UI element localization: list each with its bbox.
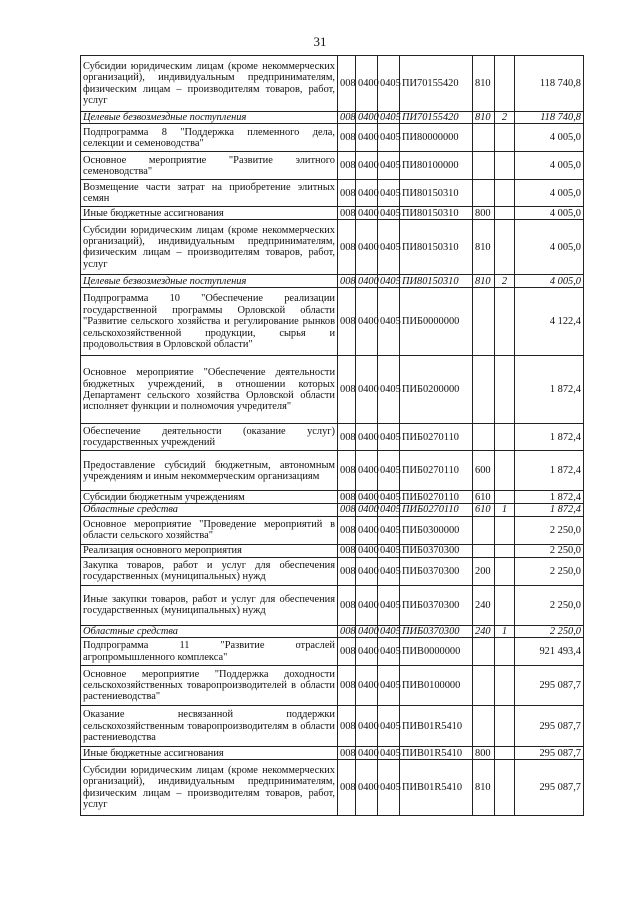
amount-cell: 118 740,8 bbox=[515, 112, 584, 124]
amount-cell: 295 087,7 bbox=[515, 760, 584, 816]
funding-source-cell bbox=[495, 516, 515, 544]
section-code-cell: 0400 bbox=[356, 625, 378, 637]
table-row bbox=[81, 516, 584, 544]
amount-cell: 4 005,0 bbox=[515, 152, 584, 180]
subsection-code-cell: 0405 bbox=[378, 504, 400, 516]
expense-name-cell: Подпрограмма 11 "Развитие отраслей агропромышленного комплекса" bbox=[81, 638, 338, 666]
ministry-code-cell: 008 bbox=[338, 544, 356, 557]
amount-cell: 4 005,0 bbox=[515, 220, 584, 275]
funding-source-cell bbox=[495, 451, 515, 491]
target-article-cell: ПИБ0370300 bbox=[400, 544, 473, 557]
funding-source-cell: 1 bbox=[495, 625, 515, 637]
amount-cell: 4 005,0 bbox=[515, 124, 584, 152]
subsection-code-cell: 0405 bbox=[378, 451, 400, 491]
target-article-cell: ПИ80000000 bbox=[400, 124, 473, 152]
ministry-code-cell: 008 bbox=[338, 124, 356, 152]
expense-name-cell: Основное мероприятие "Проведение мероприятий в области сельского хозяйства" bbox=[81, 516, 338, 544]
funding-source-cell bbox=[495, 180, 515, 207]
section-code-cell: 0400 bbox=[356, 516, 378, 544]
expense-name-cell: Закупка товаров, работ и услуг для обеспечения государственных (муниципальных) нужд bbox=[81, 557, 338, 585]
target-article-cell: ПИВ01R5410 bbox=[400, 747, 473, 760]
expense-type-cell: 200 bbox=[473, 557, 495, 585]
table-row bbox=[81, 288, 584, 356]
expense-type-cell bbox=[473, 638, 495, 666]
table-row bbox=[81, 451, 584, 491]
table-row bbox=[81, 504, 584, 516]
expense-type-cell: 810 bbox=[473, 760, 495, 816]
expense-name-cell: Областные средства bbox=[81, 504, 338, 516]
section-code-cell: 0400 bbox=[356, 112, 378, 124]
amount-cell: 4 005,0 bbox=[515, 207, 584, 220]
subsection-code-cell: 0405 bbox=[378, 625, 400, 637]
funding-source-cell bbox=[495, 760, 515, 816]
target-article-cell: ПИБ0270110 bbox=[400, 451, 473, 491]
target-article-cell: ПИБ0270110 bbox=[400, 504, 473, 516]
table-row bbox=[81, 557, 584, 585]
amount-cell: 1 872,4 bbox=[515, 356, 584, 424]
amount-cell: 295 087,7 bbox=[515, 706, 584, 747]
funding-source-cell: 1 bbox=[495, 504, 515, 516]
amount-cell: 4 122,4 bbox=[515, 288, 584, 356]
expense-name-cell: Подпрограмма 8 "Поддержка племенного дела, селекции и семеноводства" bbox=[81, 124, 338, 152]
amount-cell: 4 005,0 bbox=[515, 275, 584, 288]
funding-source-cell bbox=[495, 220, 515, 275]
section-code-cell: 0400 bbox=[356, 544, 378, 557]
ministry-code-cell: 008 bbox=[338, 625, 356, 637]
section-code-cell: 0400 bbox=[356, 356, 378, 424]
expense-type-cell: 600 bbox=[473, 451, 495, 491]
target-article-cell: ПИ80150310 bbox=[400, 275, 473, 288]
ministry-code-cell: 008 bbox=[338, 504, 356, 516]
amount-cell: 2 250,0 bbox=[515, 544, 584, 557]
table-row bbox=[81, 638, 584, 666]
amount-cell: 2 250,0 bbox=[515, 516, 584, 544]
expense-name-cell: Иные бюджетные ассигнования bbox=[81, 207, 338, 220]
expense-name-cell: Субсидии бюджетным учреждениям bbox=[81, 491, 338, 504]
section-code-cell: 0400 bbox=[356, 288, 378, 356]
table-row bbox=[81, 152, 584, 180]
subsection-code-cell: 0405 bbox=[378, 666, 400, 706]
amount-cell: 4 005,0 bbox=[515, 180, 584, 207]
expense-type-cell bbox=[473, 356, 495, 424]
funding-source-cell bbox=[495, 152, 515, 180]
target-article-cell: ПИБ0270110 bbox=[400, 424, 473, 451]
funding-source-cell bbox=[495, 491, 515, 504]
subsection-code-cell: 0405 bbox=[378, 760, 400, 816]
target-article-cell: ПИ80150310 bbox=[400, 220, 473, 275]
expense-name-cell: Субсидии юридическим лицам (кроме некоммерческих организаций), индивидуальным предпринимателям, физическим лицам – производителям товаров, работ, услуг bbox=[81, 56, 338, 112]
expense-type-cell bbox=[473, 544, 495, 557]
subsection-code-cell: 0405 bbox=[378, 112, 400, 124]
target-article-cell: ПИ80100000 bbox=[400, 152, 473, 180]
table-row bbox=[81, 491, 584, 504]
ministry-code-cell: 008 bbox=[338, 180, 356, 207]
ministry-code-cell: 008 bbox=[338, 356, 356, 424]
ministry-code-cell: 008 bbox=[338, 706, 356, 747]
funding-source-cell bbox=[495, 557, 515, 585]
funding-source-cell bbox=[495, 288, 515, 356]
target-article-cell: ПИБ0370300 bbox=[400, 585, 473, 625]
funding-source-cell bbox=[495, 124, 515, 152]
funding-source-cell bbox=[495, 585, 515, 625]
expense-name-cell: Оказание несвязанной поддержки сельскохозяйственным товаропроизводителям в области растениеводства bbox=[81, 706, 338, 747]
target-article-cell: ПИБ0370300 bbox=[400, 557, 473, 585]
table-row bbox=[81, 424, 584, 451]
section-code-cell: 0400 bbox=[356, 275, 378, 288]
expense-name-cell: Целевые безвозмездные поступления bbox=[81, 112, 338, 124]
subsection-code-cell: 0405 bbox=[378, 585, 400, 625]
table-row bbox=[81, 56, 584, 112]
table-row bbox=[81, 124, 584, 152]
table-row bbox=[81, 585, 584, 625]
expense-name-cell: Обеспечение деятельности (оказание услуг) государственных учреждений bbox=[81, 424, 338, 451]
expense-type-cell: 810 bbox=[473, 220, 495, 275]
expense-type-cell: 810 bbox=[473, 56, 495, 112]
expense-name-cell: Основное мероприятие "Поддержка доходности сельскохозяйственных товаропроизводителей в области растениеводства" bbox=[81, 666, 338, 706]
expense-type-cell bbox=[473, 706, 495, 747]
expense-name-cell: Иные закупки товаров, работ и услуг для обеспечения государственных (муниципальных) нужд bbox=[81, 585, 338, 625]
expense-type-cell bbox=[473, 666, 495, 706]
subsection-code-cell: 0405 bbox=[378, 275, 400, 288]
funding-source-cell bbox=[495, 666, 515, 706]
subsection-code-cell: 0405 bbox=[378, 516, 400, 544]
section-code-cell: 0400 bbox=[356, 207, 378, 220]
expense-type-cell bbox=[473, 288, 495, 356]
subsection-code-cell: 0405 bbox=[378, 220, 400, 275]
page-number: 31 bbox=[313, 34, 327, 49]
ministry-code-cell: 008 bbox=[338, 516, 356, 544]
section-code-cell: 0400 bbox=[356, 557, 378, 585]
expense-type-cell bbox=[473, 516, 495, 544]
target-article-cell: ПИБ0270110 bbox=[400, 491, 473, 504]
table-row bbox=[81, 706, 584, 747]
section-code-cell: 0400 bbox=[356, 451, 378, 491]
subsection-code-cell: 0405 bbox=[378, 424, 400, 451]
budget-table bbox=[80, 55, 584, 816]
funding-source-cell bbox=[495, 544, 515, 557]
section-code-cell: 0400 bbox=[356, 424, 378, 451]
subsection-code-cell: 0405 bbox=[378, 638, 400, 666]
table-row bbox=[81, 275, 584, 288]
section-code-cell: 0400 bbox=[356, 747, 378, 760]
subsection-code-cell: 0405 bbox=[378, 706, 400, 747]
funding-source-cell bbox=[495, 356, 515, 424]
section-code-cell: 0400 bbox=[356, 585, 378, 625]
target-article-cell: ПИ70155420 bbox=[400, 112, 473, 124]
ministry-code-cell: 008 bbox=[338, 666, 356, 706]
expense-name-cell: Основное мероприятие "Обеспечение деятельности бюджетных учреждений, в отношении которых Департамент сельского хозяйства Орловской области исполняет функции и полномочия учредителя" bbox=[81, 356, 338, 424]
subsection-code-cell: 0405 bbox=[378, 356, 400, 424]
table-row bbox=[81, 760, 584, 816]
amount-cell: 295 087,7 bbox=[515, 747, 584, 760]
table-row bbox=[81, 356, 584, 424]
expense-type-cell: 610 bbox=[473, 491, 495, 504]
amount-cell: 118 740,8 bbox=[515, 56, 584, 112]
expense-name-cell: Областные средства bbox=[81, 625, 338, 637]
ministry-code-cell: 008 bbox=[338, 56, 356, 112]
amount-cell: 295 087,7 bbox=[515, 666, 584, 706]
ministry-code-cell: 008 bbox=[338, 747, 356, 760]
expense-name-cell: Субсидии юридическим лицам (кроме некоммерческих организаций), индивидуальным предпринимателям, физическим лицам – производителям товаров, работ, услуг bbox=[81, 760, 338, 816]
table-row bbox=[81, 180, 584, 207]
section-code-cell: 0400 bbox=[356, 666, 378, 706]
section-code-cell: 0400 bbox=[356, 504, 378, 516]
amount-cell: 1 872,4 bbox=[515, 491, 584, 504]
ministry-code-cell: 008 bbox=[338, 557, 356, 585]
funding-source-cell bbox=[495, 56, 515, 112]
table-row bbox=[81, 747, 584, 760]
expense-name-cell: Предоставление субсидий бюджетным, автономным учреждениям и иным некоммерческим организациям bbox=[81, 451, 338, 491]
subsection-code-cell: 0405 bbox=[378, 557, 400, 585]
expense-name-cell: Целевые безвозмездные поступления bbox=[81, 275, 338, 288]
amount-cell: 1 872,4 bbox=[515, 504, 584, 516]
expense-type-cell: 800 bbox=[473, 207, 495, 220]
expense-type-cell bbox=[473, 124, 495, 152]
expense-name-cell: Субсидии юридическим лицам (кроме некоммерческих организаций), индивидуальным предпринимателям, физическим лицам – производителям товаров, работ, услуг bbox=[81, 220, 338, 275]
table-row bbox=[81, 207, 584, 220]
ministry-code-cell: 008 bbox=[338, 638, 356, 666]
section-code-cell: 0400 bbox=[356, 220, 378, 275]
section-code-cell: 0400 bbox=[356, 124, 378, 152]
ministry-code-cell: 008 bbox=[338, 585, 356, 625]
funding-source-cell bbox=[495, 207, 515, 220]
target-article-cell: ПИВ01R5410 bbox=[400, 706, 473, 747]
expense-name-cell: Возмещение части затрат на приобретение элитных семян bbox=[81, 180, 338, 207]
subsection-code-cell: 0405 bbox=[378, 491, 400, 504]
subsection-code-cell: 0405 bbox=[378, 56, 400, 112]
subsection-code-cell: 0405 bbox=[378, 152, 400, 180]
expense-type-cell: 240 bbox=[473, 585, 495, 625]
ministry-code-cell: 008 bbox=[338, 220, 356, 275]
target-article-cell: ПИВ0100000 bbox=[400, 666, 473, 706]
section-code-cell: 0400 bbox=[356, 180, 378, 207]
ministry-code-cell: 008 bbox=[338, 207, 356, 220]
expense-type-cell: 610 bbox=[473, 504, 495, 516]
section-code-cell: 0400 bbox=[356, 152, 378, 180]
table-row bbox=[81, 220, 584, 275]
funding-source-cell: 2 bbox=[495, 112, 515, 124]
funding-source-cell bbox=[495, 638, 515, 666]
subsection-code-cell: 0405 bbox=[378, 288, 400, 356]
ministry-code-cell: 008 bbox=[338, 288, 356, 356]
budget-table-body bbox=[81, 56, 584, 816]
section-code-cell: 0400 bbox=[356, 706, 378, 747]
expense-type-cell: 810 bbox=[473, 112, 495, 124]
amount-cell: 2 250,0 bbox=[515, 585, 584, 625]
expense-type-cell: 810 bbox=[473, 275, 495, 288]
expense-name-cell: Основное мероприятие "Развитие элитного семеноводства" bbox=[81, 152, 338, 180]
ministry-code-cell: 008 bbox=[338, 424, 356, 451]
expense-type-cell bbox=[473, 152, 495, 180]
expense-name-cell: Подпрограмма 10 "Обеспечение реализации государственной программы Орловской области "Развитие сельского хозяйства и регулирование рынков сельскохозяйственной продукции, сырья и продовольствия в Орловской области" bbox=[81, 288, 338, 356]
ministry-code-cell: 008 bbox=[338, 491, 356, 504]
funding-source-cell bbox=[495, 706, 515, 747]
subsection-code-cell: 0405 bbox=[378, 207, 400, 220]
expense-type-cell: 240 bbox=[473, 625, 495, 637]
ministry-code-cell: 008 bbox=[338, 275, 356, 288]
target-article-cell: ПИВ0000000 bbox=[400, 638, 473, 666]
expense-type-cell: 800 bbox=[473, 747, 495, 760]
target-article-cell: ПИБ0370300 bbox=[400, 625, 473, 637]
target-article-cell: ПИБ0300000 bbox=[400, 516, 473, 544]
section-code-cell: 0400 bbox=[356, 760, 378, 816]
target-article-cell: ПИБ0200000 bbox=[400, 356, 473, 424]
table-row bbox=[81, 544, 584, 557]
amount-cell: 921 493,4 bbox=[515, 638, 584, 666]
table-row bbox=[81, 625, 584, 637]
funding-source-cell bbox=[495, 424, 515, 451]
subsection-code-cell: 0405 bbox=[378, 180, 400, 207]
target-article-cell: ПИ70155420 bbox=[400, 56, 473, 112]
ministry-code-cell: 008 bbox=[338, 112, 356, 124]
amount-cell: 2 250,0 bbox=[515, 625, 584, 637]
table-row bbox=[81, 112, 584, 124]
amount-cell: 2 250,0 bbox=[515, 557, 584, 585]
section-code-cell: 0400 bbox=[356, 491, 378, 504]
subsection-code-cell: 0405 bbox=[378, 747, 400, 760]
table-row bbox=[81, 666, 584, 706]
target-article-cell: ПИВ01R5410 bbox=[400, 760, 473, 816]
target-article-cell: ПИ80150310 bbox=[400, 180, 473, 207]
expense-type-cell bbox=[473, 424, 495, 451]
subsection-code-cell: 0405 bbox=[378, 124, 400, 152]
subsection-code-cell: 0405 bbox=[378, 544, 400, 557]
amount-cell: 1 872,4 bbox=[515, 424, 584, 451]
target-article-cell: ПИБ0000000 bbox=[400, 288, 473, 356]
section-code-cell: 0400 bbox=[356, 638, 378, 666]
expense-name-cell: Реализация основного мероприятия bbox=[81, 544, 338, 557]
ministry-code-cell: 008 bbox=[338, 760, 356, 816]
funding-source-cell: 2 bbox=[495, 275, 515, 288]
section-code-cell: 0400 bbox=[356, 56, 378, 112]
amount-cell: 1 872,4 bbox=[515, 451, 584, 491]
target-article-cell: ПИ80150310 bbox=[400, 207, 473, 220]
expense-type-cell bbox=[473, 180, 495, 207]
ministry-code-cell: 008 bbox=[338, 451, 356, 491]
funding-source-cell bbox=[495, 747, 515, 760]
ministry-code-cell: 008 bbox=[338, 152, 356, 180]
expense-name-cell: Иные бюджетные ассигнования bbox=[81, 747, 338, 760]
